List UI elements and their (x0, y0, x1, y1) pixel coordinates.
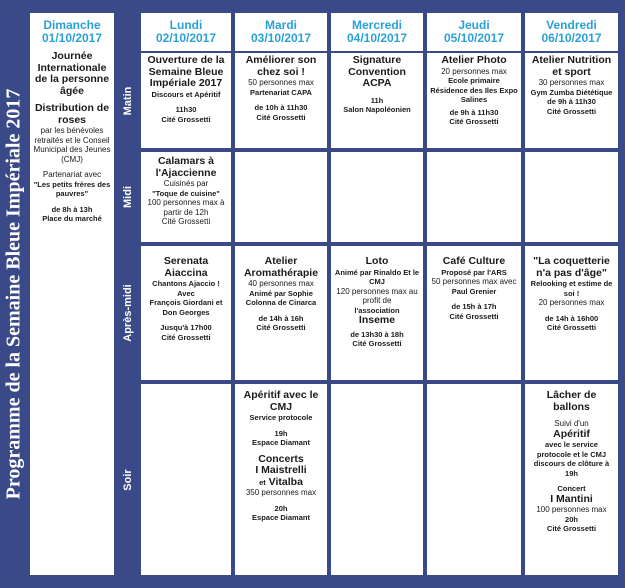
event-title: Apéritif avec le CMJ (243, 389, 319, 413)
event-title (237, 477, 325, 489)
event-detail: l'association (354, 305, 400, 315)
day-date: 06/10/2017 (541, 31, 602, 45)
row-label-matin: Matin (122, 86, 134, 115)
event-location: Espace Diamant (252, 513, 310, 522)
cell-jeudi-matin (427, 53, 521, 148)
cell-lundi-midi (141, 152, 231, 242)
event-detail: Ecole primaire Résidence des Iles Expo Salines (430, 76, 518, 104)
event-detail: Relooking et estime de soi ! (530, 279, 613, 298)
event-time: 20h (565, 514, 578, 524)
day-name: Mercredi (351, 18, 403, 32)
event-detail: Service protocole (249, 413, 313, 422)
event-location: Cité Grossetti (546, 524, 597, 533)
cell-vendredi-matin (525, 53, 618, 148)
cell-mardi-apres-midi (235, 246, 327, 380)
event-title: I Maistrelli (255, 464, 307, 476)
event-title: I Mantini (550, 492, 593, 505)
event-title: Ouverture de la Semaine Bleue Impériale 2017 (147, 54, 225, 89)
event-location: Salon Napoléonien (343, 105, 411, 114)
event-detail: par les bénévoles retraités et le Conseil Municipal des Jeunes (CMJ) (33, 126, 111, 164)
event-title: Concerts (258, 452, 304, 465)
event-detail: 50 personnes max (248, 78, 314, 87)
day-date: 03/10/2017 (250, 31, 312, 45)
vertical-title (0, 0, 28, 588)
event-title: "La coquetterie n'a pas d'âge" (533, 255, 610, 279)
cell-lundi-apres-midi (141, 246, 231, 380)
cell-lundi-soir (141, 384, 231, 575)
cell-mercredi-matin (331, 53, 423, 148)
event-title: Améliorer son chez soi ! (245, 54, 317, 78)
cell-vendredi-midi (525, 152, 618, 242)
cell-mardi-soir (235, 384, 327, 575)
event-detail: et (259, 477, 266, 487)
cell-mardi-matin (235, 53, 327, 148)
event-time: de 9h à 11h30 (449, 107, 499, 117)
event-detail: 30 personnes max (538, 78, 605, 87)
event-title: Calamars à l'Ajaccienne (155, 155, 217, 179)
row-label-apres-midi: Après-midi (122, 284, 134, 342)
event-detail: 20 personnes max (441, 66, 507, 76)
day-header-mercredi (331, 13, 423, 51)
event-detail: Chantons Ajaccio ! (152, 279, 220, 288)
event-time: de 14h à 16h (258, 313, 304, 323)
event-time: de 10h à 11h30 (254, 103, 308, 112)
cell-lundi-matin (141, 53, 231, 148)
event-detail: 350 personnes max (245, 488, 317, 497)
event-title: Journée Internationale de la personne âgée (34, 50, 110, 97)
event-time: 11h (370, 95, 384, 105)
event-time: 20h (274, 503, 288, 513)
event-detail: Gym Zumba Diététique (530, 87, 613, 97)
event-detail: Animé par Rinaldo Et le CMJ (334, 267, 420, 286)
day-date: 02/10/2017 (155, 31, 217, 45)
event-time: de 14h à 16h00 (544, 313, 599, 323)
event-detail: avec le service protocole et le CMJ discours de clôture à 19h (533, 440, 610, 478)
row-label-midi: Midi (122, 186, 134, 208)
event-title-part: Vitalba (268, 475, 303, 488)
event-time: 11h30 (175, 105, 197, 114)
event-location: Cité Grossetti (161, 332, 211, 342)
day-date: 05/10/2017 (443, 31, 505, 45)
event-title: Distribution de roses (34, 102, 110, 126)
event-detail: François Giordani et Don Georges (149, 298, 223, 317)
event-detail: Concert (557, 484, 586, 493)
cell-vendredi-soir (525, 384, 618, 575)
event-title: Atelier Nutrition et sport (531, 54, 612, 78)
event-detail: Suivi d'un (554, 419, 589, 428)
day-name: Vendredi (546, 18, 597, 32)
event-detail: Discours et Apéritif (151, 89, 221, 99)
day-date: 04/10/2017 (346, 31, 408, 45)
day-header-mardi (235, 13, 327, 51)
day-header-jeudi (427, 13, 521, 51)
event-time: Jusqu'à 17h00 (160, 323, 212, 332)
event-location: Cité Grossetti (161, 114, 211, 124)
event-title: Lâcher de ballons (546, 389, 597, 413)
page-title: Programme de la Semaine Bleue Impériale 2017 (2, 88, 25, 500)
event-location: Cité Grossetti (352, 339, 402, 348)
event-time: 19h (274, 428, 288, 438)
day-header-lundi (141, 13, 231, 51)
event-location: Place du marché (42, 214, 102, 223)
event-location: Cité Grossetti (449, 311, 499, 321)
event-location: Cité Grossetti (546, 106, 597, 116)
event-location: Espace Diamant (252, 438, 310, 447)
cell-mardi-midi (235, 152, 327, 242)
event-title: Apéritif (553, 427, 590, 440)
event-detail: Animé par Sophie Colonna de Cinarca (245, 288, 317, 307)
event-title: Atelier Photo (441, 54, 507, 66)
day-date: 01/10/2017 (41, 31, 103, 45)
dimanche-column (30, 13, 114, 575)
day-name: Lundi (169, 18, 203, 32)
cell-jeudi-apres-midi (427, 246, 521, 380)
day-header-vendredi (525, 13, 618, 51)
event-title: Signature Convention ACPA (348, 54, 406, 89)
event-location: Cité Grossetti (256, 112, 306, 122)
event-title: Serenata Aiaccina (163, 255, 209, 279)
event-detail: "Les petits frères des pauvres" (33, 179, 111, 198)
event-location: Cité Grossetti (161, 217, 211, 226)
event-detail: Cuisinés par (163, 179, 209, 188)
event-detail: Paul Grenier (451, 286, 497, 296)
cell-jeudi-soir (427, 384, 521, 575)
event-title: Atelier Aromathérapie (243, 255, 319, 279)
event-location: Cité Grossetti (256, 323, 306, 332)
event-detail: 40 personnes max (248, 279, 314, 288)
day-name: Dimanche (43, 18, 101, 32)
event-location: Cité Grossetti (449, 117, 499, 126)
event-detail: 50 personnes max avec (431, 277, 517, 286)
day-name: Jeudi (458, 18, 490, 32)
cell-mercredi-midi (331, 152, 423, 242)
row-label-soir: Soir (122, 468, 134, 491)
day-name: Mardi (264, 18, 297, 32)
cell-mercredi-apres-midi (331, 246, 423, 380)
event-time: de 8h à 13h (51, 204, 93, 214)
event-detail: Inseme (358, 314, 396, 326)
event-detail: Partenariat avec (42, 170, 102, 179)
event-detail: 100 personnes max (536, 505, 607, 514)
cell-jeudi-midi (427, 152, 521, 242)
event-detail: 20 personnes max (538, 298, 605, 307)
cell-mercredi-soir (331, 384, 423, 575)
event-time: de 9h à 11h30 (547, 97, 596, 106)
event-detail: Proposé par l'ARS (441, 267, 507, 277)
event-detail: "Toque de cuisine" (152, 188, 220, 198)
day-header-dimanche (32, 19, 112, 45)
event-time: de 13h30 à 18h (350, 329, 404, 339)
event-detail: 120 personnes max au profit de (336, 286, 418, 305)
event-detail: Avec (177, 288, 195, 298)
cell-vendredi-apres-midi (525, 246, 618, 380)
event-title: Café Culture (442, 255, 506, 267)
event-detail: Partenariat CAPA (250, 87, 312, 97)
event-title: Loto (365, 255, 389, 267)
event-detail: 100 personnes max à partir de 12h (147, 198, 225, 217)
event-time: de 15h à 17h (451, 302, 497, 311)
event-location: Cité Grossetti (546, 323, 597, 332)
